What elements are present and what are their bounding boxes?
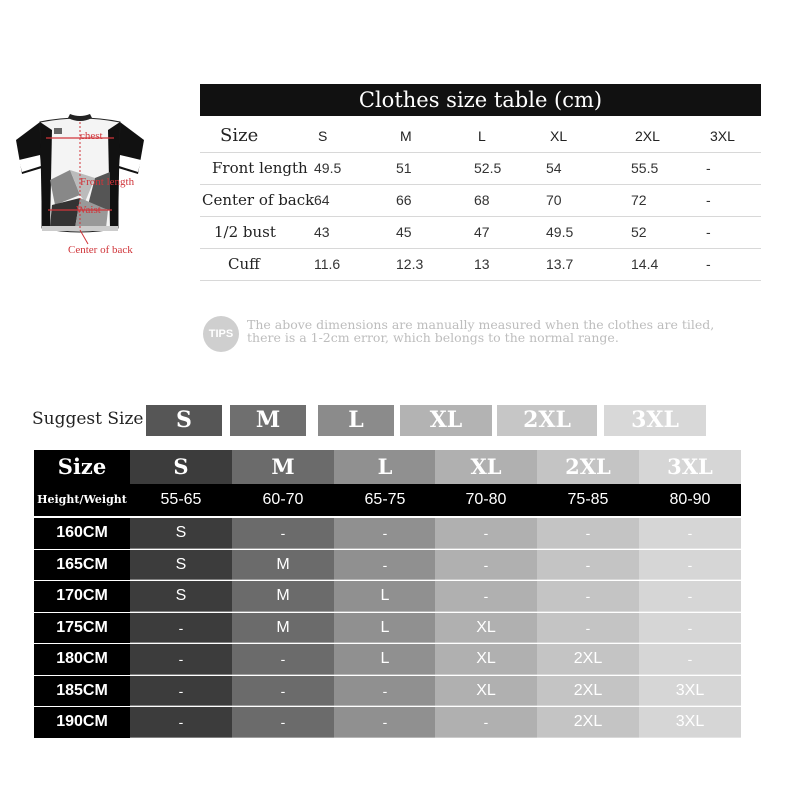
table-cell: - (639, 550, 741, 581)
table-cell: - (232, 644, 334, 675)
table-cell: - (130, 676, 232, 707)
size-column-xl: XL (435, 450, 537, 484)
size-header-xl: XL (550, 128, 568, 144)
table-row (200, 216, 761, 249)
table-cell: - (639, 644, 741, 675)
table-cell: - (232, 707, 334, 738)
table-cell: 66 (396, 192, 412, 208)
table-cell: - (130, 644, 232, 675)
table-cell: L (334, 613, 436, 644)
table-cell: - (537, 581, 639, 612)
table-cell: - (435, 581, 537, 612)
table-cell: - (130, 707, 232, 738)
height-label: 160CM (34, 518, 130, 549)
table-row (200, 152, 761, 185)
table-cell: - (706, 224, 711, 240)
weight-range-l: 65-75 (334, 484, 436, 516)
table-cell: - (232, 676, 334, 707)
size-column-s: S (130, 450, 232, 484)
weight-range-2xl: 75-85 (537, 484, 639, 516)
table-cell: - (435, 518, 537, 549)
jersey-figure (10, 110, 180, 270)
suggest-size-l: L (318, 405, 394, 436)
table-cell: - (639, 518, 741, 549)
suggest-size-m: M (230, 405, 306, 436)
table-cell: XL (435, 613, 537, 644)
tips-badge: TIPS (203, 316, 239, 352)
suggest-size-xl: XL (400, 405, 492, 436)
table-cell: S (130, 581, 232, 612)
table-cell: 13.7 (546, 256, 574, 272)
table-cell: 54 (546, 160, 562, 176)
size-header-row (200, 120, 761, 153)
suggest-size-2xl: 2XL (497, 405, 597, 436)
table-cell: - (130, 613, 232, 644)
table-cell: 11.6 (314, 256, 341, 272)
table-cell: 64 (314, 192, 330, 208)
table-cell: 49.5 (546, 224, 574, 240)
table-cell: 72 (631, 192, 647, 208)
table-cell: M (232, 581, 334, 612)
table-cell: - (639, 613, 741, 644)
table-cell: - (537, 518, 639, 549)
weight-range-m: 60-70 (232, 484, 334, 516)
table-cell: XL (435, 676, 537, 707)
size-header-s: S (318, 128, 328, 144)
table-cell: 12.3 (396, 256, 424, 272)
table-cell: 47 (474, 224, 490, 240)
table-cell: 2XL (537, 707, 639, 738)
table-cell: - (706, 160, 711, 176)
size-header-l: L (478, 128, 486, 144)
table-cell: XL (435, 644, 537, 675)
table-row (200, 248, 761, 281)
table-cell: 13 (474, 256, 490, 272)
height-label: 170CM (34, 581, 130, 612)
table-cell: 52.5 (474, 160, 502, 176)
table-cell: 3XL (639, 676, 741, 707)
table-cell: - (537, 613, 639, 644)
table-cell: - (435, 707, 537, 738)
table-cell: 55.5 (631, 160, 659, 176)
front-length-label: Front length (80, 176, 135, 188)
table-cell: M (232, 613, 334, 644)
table-cell: L (334, 581, 436, 612)
suggest-size-s: S (146, 405, 222, 436)
table-cell: - (537, 550, 639, 581)
table-cell: - (334, 518, 436, 549)
weight-range-xl: 70-80 (435, 484, 537, 516)
table-cell: 51 (396, 160, 412, 176)
height-label: 190CM (34, 707, 130, 738)
table-cell: 2XL (537, 644, 639, 675)
height-label: 165CM (34, 550, 130, 581)
suggest-size-label: Suggest Size (32, 409, 144, 429)
tips-line-2: there is a 1-2cm error, which belongs to the normal range. (247, 330, 619, 345)
table-cell: - (706, 192, 711, 208)
row-label: 1/2 bust (214, 223, 276, 241)
table-cell: - (639, 581, 741, 612)
weight-range-s: 55-65 (130, 484, 232, 516)
height-label: 175CM (34, 613, 130, 644)
table-cell: 3XL (639, 707, 741, 738)
table-cell: 43 (314, 224, 330, 240)
height-weight-header: Height/Weight (34, 484, 130, 516)
table-cell: L (334, 644, 436, 675)
table-cell: - (334, 707, 436, 738)
clothes-size-table (200, 84, 761, 280)
table-row (200, 184, 761, 217)
table-cell: 68 (474, 192, 490, 208)
row-label: Front length (212, 159, 308, 177)
table-cell: 49.5 (314, 160, 342, 176)
table-cell: 45 (396, 224, 412, 240)
size-column-2xl: 2XL (537, 450, 639, 484)
table-cell: - (706, 256, 711, 272)
size-header-m: M (400, 128, 412, 144)
tips-line-1: The above dimensions are manually measured when the clothes are tiled, (247, 317, 715, 332)
waist-label: Waist (76, 204, 101, 216)
size-column-3xl: 3XL (639, 450, 741, 484)
size-column-m: M (232, 450, 334, 484)
table-cell: - (435, 550, 537, 581)
size-column-l: L (334, 450, 436, 484)
row-label: Center of back (202, 191, 315, 209)
table-title: Clothes size table (cm) (200, 84, 761, 116)
table-cell: S (130, 518, 232, 549)
table-cell: 52 (631, 224, 647, 240)
tips-text (247, 318, 767, 344)
size-header-2xl: 2XL (635, 128, 660, 144)
table-cell: - (232, 518, 334, 549)
size-header: Size (220, 125, 259, 146)
suggest-size-3xl: 3XL (604, 405, 706, 436)
height-label: 185CM (34, 676, 130, 707)
height-label: 180CM (34, 644, 130, 675)
chest-label: chest (80, 130, 103, 142)
table-cell: M (232, 550, 334, 581)
center-back-label: Center of back (68, 244, 133, 256)
row-label: Cuff (228, 255, 260, 273)
table-cell: - (334, 676, 436, 707)
table-cell: 2XL (537, 676, 639, 707)
weight-range-3xl: 80-90 (639, 484, 741, 516)
size-column-header: Size (34, 450, 130, 484)
table-cell: 14.4 (631, 256, 659, 272)
table-cell: S (130, 550, 232, 581)
height-weight-size-table (34, 450, 742, 742)
table-cell: - (334, 550, 436, 581)
table-cell: 70 (546, 192, 562, 208)
size-header-3xl: 3XL (710, 128, 735, 144)
